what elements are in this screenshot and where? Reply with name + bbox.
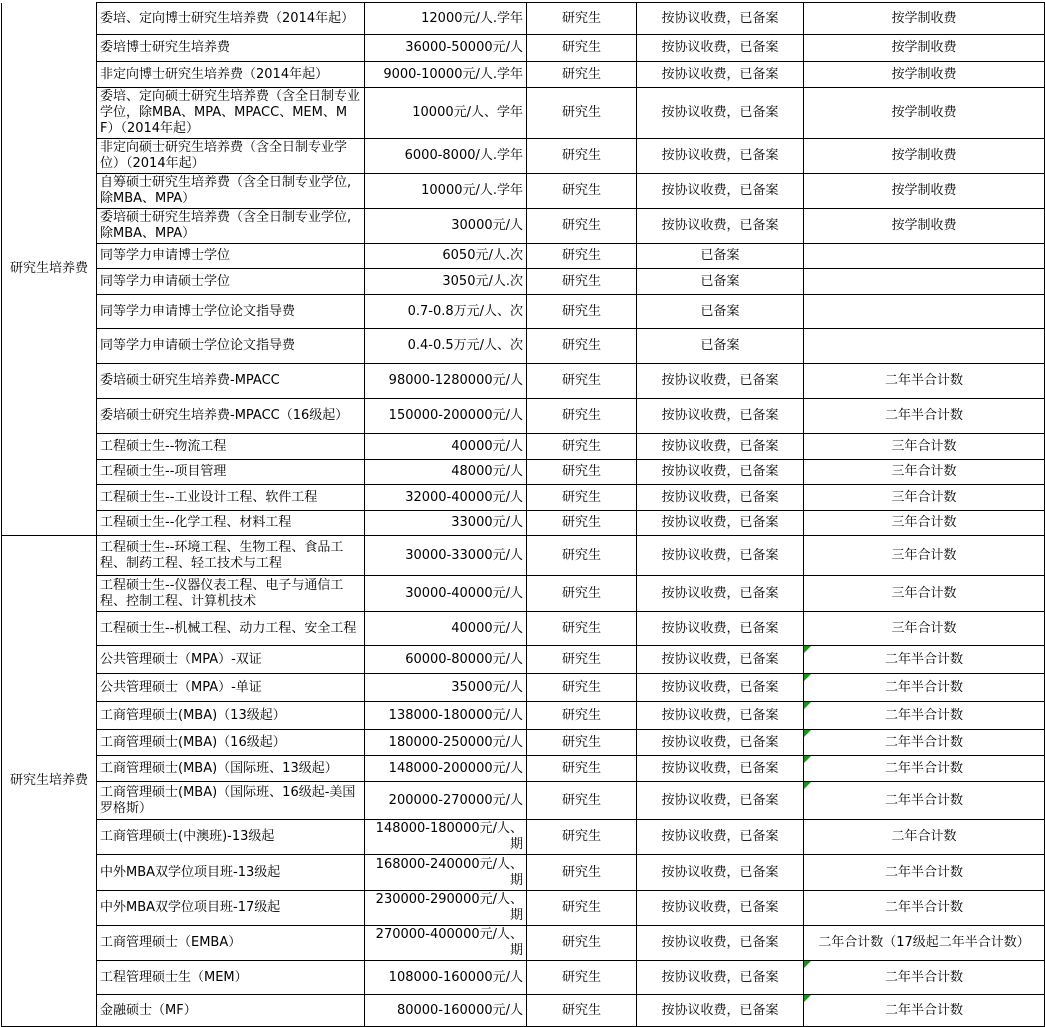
note-cell: 三年合计数 xyxy=(804,576,1045,612)
table-row xyxy=(2,139,1045,174)
cell-comment-marker-icon xyxy=(804,961,811,968)
fee-basis-cell: 按协议收费，已备案 xyxy=(637,576,804,612)
program-name-cell: 工程硕士生--项目管理 xyxy=(97,460,365,485)
fee-basis-cell: 已备案 xyxy=(637,295,804,329)
fee-basis-cell: 按协议收费，已备案 xyxy=(637,674,804,702)
note-cell: 二年半合计数 xyxy=(804,961,1045,995)
program-name-cell: 同等学力申请硕士学位论文指导费 xyxy=(97,329,365,364)
student-type-cell: 研究生 xyxy=(527,139,637,174)
program-name-cell: 工程管理硕士生（MEM） xyxy=(97,961,365,995)
note-cell: 二年半合计数 xyxy=(804,399,1045,434)
cell-comment-marker-icon xyxy=(804,995,811,1002)
program-name-cell: 工商管理硕士(MBA)（13级起） xyxy=(97,702,365,730)
program-name-cell: 工程硕士生--化学工程、材料工程 xyxy=(97,511,365,536)
table-row xyxy=(2,782,1045,820)
fee-basis-cell: 按协议收费，已备案 xyxy=(637,782,804,820)
program-name-cell: 工商管理硕士(MBA)（16级起） xyxy=(97,730,365,756)
student-type-cell: 研究生 xyxy=(527,209,637,244)
fee-amount-cell: 9000-10000元/人.学年 xyxy=(365,62,527,88)
fee-basis-cell: 按协议收费，已备案 xyxy=(637,756,804,782)
fee-amount-cell: 60000-80000元/人 xyxy=(365,646,527,674)
note-cell: 按学制收费 xyxy=(804,209,1045,244)
note-cell: 二年合计数 xyxy=(804,820,1045,855)
fee-basis-cell: 已备案 xyxy=(637,329,804,364)
fee-amount-cell: 148000-200000元/人 xyxy=(365,756,527,782)
table-row xyxy=(2,295,1045,329)
student-type-cell: 研究生 xyxy=(527,674,637,702)
fee-basis-cell: 按协议收费，已备案 xyxy=(637,35,804,62)
note-cell: 三年合计数 xyxy=(804,536,1045,576)
student-type-cell: 研究生 xyxy=(527,891,637,926)
fee-amount-cell: 138000-180000元/人 xyxy=(365,702,527,730)
student-type-cell: 研究生 xyxy=(527,460,637,485)
fee-amount-cell: 40000元/人 xyxy=(365,434,527,460)
fee-amount-cell: 98000-1280000元/人 xyxy=(365,364,527,399)
program-name-cell: 工程硕士生--环境工程、生物工程、食品工程、制药工程、轻工技术与工程 xyxy=(97,536,365,576)
program-name-cell: 同等学力申请博士学位 xyxy=(97,244,365,269)
table-row xyxy=(2,3,1045,35)
table-row xyxy=(2,891,1045,926)
fee-amount-cell: 180000-250000元/人 xyxy=(365,730,527,756)
table-row xyxy=(2,646,1045,674)
student-type-cell: 研究生 xyxy=(527,511,637,536)
fee-amount-cell: 80000-160000元/人 xyxy=(365,995,527,1027)
fee-basis-cell: 按协议收费，已备案 xyxy=(637,891,804,926)
fee-amount-cell: 200000-270000元/人 xyxy=(365,782,527,820)
category-cell: 研究生培养费 xyxy=(2,536,97,1027)
fee-basis-cell: 按协议收费，已备案 xyxy=(637,174,804,209)
program-name-cell: 委培、定向硕士研究生培养费（含全日制专业学位，除MBA、MPA、MPACC、MEM、MF）（2014年起） xyxy=(97,88,365,139)
note-cell: 二年半合计数 xyxy=(804,891,1045,926)
program-name-cell: 金融硕士（MF） xyxy=(97,995,365,1027)
table-row xyxy=(2,702,1045,730)
fee-basis-cell: 按协议收费，已备案 xyxy=(637,485,804,511)
fee-basis-cell: 按协议收费，已备案 xyxy=(637,612,804,646)
note-cell: 二年半合计数 xyxy=(804,674,1045,702)
table-row xyxy=(2,926,1045,961)
student-type-cell: 研究生 xyxy=(527,820,637,855)
program-name-cell: 公共管理硕士（MPA）-单证 xyxy=(97,674,365,702)
program-name-cell: 同等学力申请博士学位论文指导费 xyxy=(97,295,365,329)
fee-amount-cell: 12000元/人.学年 xyxy=(365,3,527,35)
program-name-cell: 非定向博士研究生培养费（2014年起） xyxy=(97,62,365,88)
student-type-cell: 研究生 xyxy=(527,3,637,35)
fee-amount-cell: 108000-160000元/人 xyxy=(365,961,527,995)
student-type-cell: 研究生 xyxy=(527,399,637,434)
fee-table-body xyxy=(2,3,1045,1027)
program-name-cell: 工程硕士生--仪器仪表工程、电子与通信工程、控制工程、计算机技术 xyxy=(97,576,365,612)
student-type-cell: 研究生 xyxy=(527,702,637,730)
table-row xyxy=(2,434,1045,460)
student-type-cell: 研究生 xyxy=(527,961,637,995)
student-type-cell: 研究生 xyxy=(527,926,637,961)
fee-amount-cell: 270000-400000元/人、期 xyxy=(365,926,527,961)
program-name-cell: 中外MBA双学位项目班-13级起 xyxy=(97,855,365,891)
fee-basis-cell: 按协议收费，已备案 xyxy=(637,3,804,35)
note-cell xyxy=(804,244,1045,269)
table-row xyxy=(2,364,1045,399)
program-name-cell: 工程硕士生--机械工程、动力工程、安全工程 xyxy=(97,612,365,646)
student-type-cell: 研究生 xyxy=(527,244,637,269)
note-cell xyxy=(804,329,1045,364)
note-cell: 按学制收费 xyxy=(804,62,1045,88)
note-cell: 二年半合计数 xyxy=(804,646,1045,674)
table-row xyxy=(2,536,1045,576)
table-row xyxy=(2,88,1045,139)
table-row xyxy=(2,399,1045,434)
fee-basis-cell: 按协议收费，已备案 xyxy=(637,460,804,485)
note-cell: 三年合计数 xyxy=(804,485,1045,511)
student-type-cell: 研究生 xyxy=(527,612,637,646)
fee-amount-cell: 230000-290000元/人、期 xyxy=(365,891,527,926)
fee-basis-cell: 按协议收费，已备案 xyxy=(637,926,804,961)
table-row xyxy=(2,674,1045,702)
table-row xyxy=(2,174,1045,209)
fee-amount-cell: 6000-8000/人.学年 xyxy=(365,139,527,174)
cell-comment-marker-icon xyxy=(804,782,811,789)
fee-basis-cell: 按协议收费，已备案 xyxy=(637,702,804,730)
student-type-cell: 研究生 xyxy=(527,576,637,612)
student-type-cell: 研究生 xyxy=(527,434,637,460)
table-row xyxy=(2,329,1045,364)
fee-amount-cell: 10000元/人、学年 xyxy=(365,88,527,139)
fee-basis-cell: 按协议收费，已备案 xyxy=(637,434,804,460)
fee-basis-cell: 按协议收费，已备案 xyxy=(637,62,804,88)
note-cell: 按学制收费 xyxy=(804,88,1045,139)
cell-comment-marker-icon xyxy=(804,730,811,737)
note-cell: 二年半合计数 xyxy=(804,702,1045,730)
note-cell: 二年半合计数 xyxy=(804,364,1045,399)
note-cell: 按学制收费 xyxy=(804,139,1045,174)
student-type-cell: 研究生 xyxy=(527,782,637,820)
student-type-cell: 研究生 xyxy=(527,295,637,329)
student-type-cell: 研究生 xyxy=(527,536,637,576)
table-row xyxy=(2,855,1045,891)
program-name-cell: 委培、定向博士研究生培养费（2014年起） xyxy=(97,3,365,35)
note-cell: 三年合计数 xyxy=(804,434,1045,460)
table-row xyxy=(2,576,1045,612)
fee-amount-cell: 3050元/人.次 xyxy=(365,269,527,295)
student-type-cell: 研究生 xyxy=(527,269,637,295)
note-cell: 按学制收费 xyxy=(804,174,1045,209)
fee-basis-cell: 按协议收费，已备案 xyxy=(637,209,804,244)
program-name-cell: 工商管理硕士(MBA)（国际班、16级起-美国罗格斯） xyxy=(97,782,365,820)
cell-comment-marker-icon xyxy=(804,674,811,681)
table-row xyxy=(2,995,1045,1027)
fee-amount-cell: 168000-240000元/人、期 xyxy=(365,855,527,891)
table-row xyxy=(2,820,1045,855)
student-type-cell: 研究生 xyxy=(527,756,637,782)
program-name-cell: 工程硕士生--工业设计工程、软件工程 xyxy=(97,485,365,511)
note-cell: 三年合计数 xyxy=(804,460,1045,485)
program-name-cell: 公共管理硕士（MPA）-双证 xyxy=(97,646,365,674)
note-cell: 按学制收费 xyxy=(804,35,1045,62)
program-name-cell: 同等学力申请硕士学位 xyxy=(97,269,365,295)
fee-basis-cell: 按协议收费，已备案 xyxy=(637,730,804,756)
table-row xyxy=(2,35,1045,62)
note-cell: 二年半合计数 xyxy=(804,730,1045,756)
note-cell: 二年半合计数 xyxy=(804,995,1045,1027)
fee-basis-cell: 按协议收费，已备案 xyxy=(637,88,804,139)
note-cell: 三年合计数 xyxy=(804,612,1045,646)
student-type-cell: 研究生 xyxy=(527,35,637,62)
fee-basis-cell: 按协议收费，已备案 xyxy=(637,364,804,399)
table-row xyxy=(2,756,1045,782)
fee-basis-cell: 按协议收费，已备案 xyxy=(637,995,804,1027)
table-row xyxy=(2,730,1045,756)
note-cell: 按学制收费 xyxy=(804,3,1045,35)
table-row xyxy=(2,62,1045,88)
fee-basis-cell: 按协议收费，已备案 xyxy=(637,511,804,536)
fee-basis-cell: 按协议收费，已备案 xyxy=(637,536,804,576)
program-name-cell: 非定向硕士研究生培养费（含全日制专业学位）（2014年起） xyxy=(97,139,365,174)
table-row xyxy=(2,460,1045,485)
program-name-cell: 工商管理硕士(中澳班)-13级起 xyxy=(97,820,365,855)
fee-basis-cell: 按协议收费，已备案 xyxy=(637,961,804,995)
student-type-cell: 研究生 xyxy=(527,329,637,364)
fee-basis-cell: 已备案 xyxy=(637,269,804,295)
student-type-cell: 研究生 xyxy=(527,88,637,139)
program-name-cell: 委培硕士研究生培养费-MPACC（16级起） xyxy=(97,399,365,434)
student-type-cell: 研究生 xyxy=(527,62,637,88)
student-type-cell: 研究生 xyxy=(527,646,637,674)
fee-amount-cell: 6050元/人.次 xyxy=(365,244,527,269)
fee-amount-cell: 32000-40000元/人 xyxy=(365,485,527,511)
fee-amount-cell: 0.4-0.5万元/人、次 xyxy=(365,329,527,364)
table-row xyxy=(2,961,1045,995)
program-name-cell: 委培硕士研究生培养费（含全日制专业学位,除MBA、MPA） xyxy=(97,209,365,244)
program-name-cell: 委培硕士研究生培养费-MPACC xyxy=(97,364,365,399)
fee-amount-cell: 33000元/人 xyxy=(365,511,527,536)
fee-amount-cell: 10000元/人.学年 xyxy=(365,174,527,209)
note-cell: 二年半合计数 xyxy=(804,855,1045,891)
student-type-cell: 研究生 xyxy=(527,174,637,209)
cell-comment-marker-icon xyxy=(804,702,811,709)
table-row xyxy=(2,612,1045,646)
table-row xyxy=(2,511,1045,536)
fee-amount-cell: 40000元/人 xyxy=(365,612,527,646)
note-cell: 三年合计数 xyxy=(804,511,1045,536)
fee-basis-cell: 已备案 xyxy=(637,244,804,269)
program-name-cell: 工程硕士生--物流工程 xyxy=(97,434,365,460)
note-cell: 二年半合计数 xyxy=(804,782,1045,820)
fee-amount-cell: 30000元/人 xyxy=(365,209,527,244)
fee-amount-cell: 48000元/人 xyxy=(365,460,527,485)
fee-basis-cell: 按协议收费，已备案 xyxy=(637,646,804,674)
fee-amount-cell: 35000元/人 xyxy=(365,674,527,702)
fee-amount-cell: 30000-33000元/人 xyxy=(365,536,527,576)
fee-basis-cell: 按协议收费，已备案 xyxy=(637,855,804,891)
fee-amount-cell: 30000-40000元/人 xyxy=(365,576,527,612)
fee-basis-cell: 按协议收费，已备案 xyxy=(637,139,804,174)
table-row xyxy=(2,485,1045,511)
program-name-cell: 自筹硕士研究生培养费（含全日制专业学位,除MBA、MPA） xyxy=(97,174,365,209)
cell-comment-marker-icon xyxy=(804,646,811,653)
note-cell: 二年合计数（17级起二年半合计数） xyxy=(804,926,1045,961)
cell-comment-marker-icon xyxy=(804,756,811,763)
note-cell xyxy=(804,269,1045,295)
table-row xyxy=(2,244,1045,269)
student-type-cell: 研究生 xyxy=(527,730,637,756)
fee-amount-cell: 0.7-0.8万元/人、次 xyxy=(365,295,527,329)
fee-basis-cell: 按协议收费，已备案 xyxy=(637,399,804,434)
fee-amount-cell: 36000-50000元/人 xyxy=(365,35,527,62)
fee-amount-cell: 150000-200000元/人 xyxy=(365,399,527,434)
note-cell: 二年半合计数 xyxy=(804,756,1045,782)
category-cell: 研究生培养费 xyxy=(2,3,97,536)
table-row xyxy=(2,269,1045,295)
program-name-cell: 中外MBA双学位项目班-17级起 xyxy=(97,891,365,926)
student-type-cell: 研究生 xyxy=(527,364,637,399)
student-type-cell: 研究生 xyxy=(527,995,637,1027)
fee-basis-cell: 按协议收费，已备案 xyxy=(637,820,804,855)
tuition-fee-table xyxy=(1,2,1045,1027)
fee-amount-cell: 148000-180000元/人、期 xyxy=(365,820,527,855)
student-type-cell: 研究生 xyxy=(527,855,637,891)
student-type-cell: 研究生 xyxy=(527,485,637,511)
program-name-cell: 委培博士研究生培养费 xyxy=(97,35,365,62)
program-name-cell: 工商管理硕士（EMBA） xyxy=(97,926,365,961)
program-name-cell: 工商管理硕士(MBA)（国际班、13级起） xyxy=(97,756,365,782)
table-row xyxy=(2,209,1045,244)
note-cell xyxy=(804,295,1045,329)
